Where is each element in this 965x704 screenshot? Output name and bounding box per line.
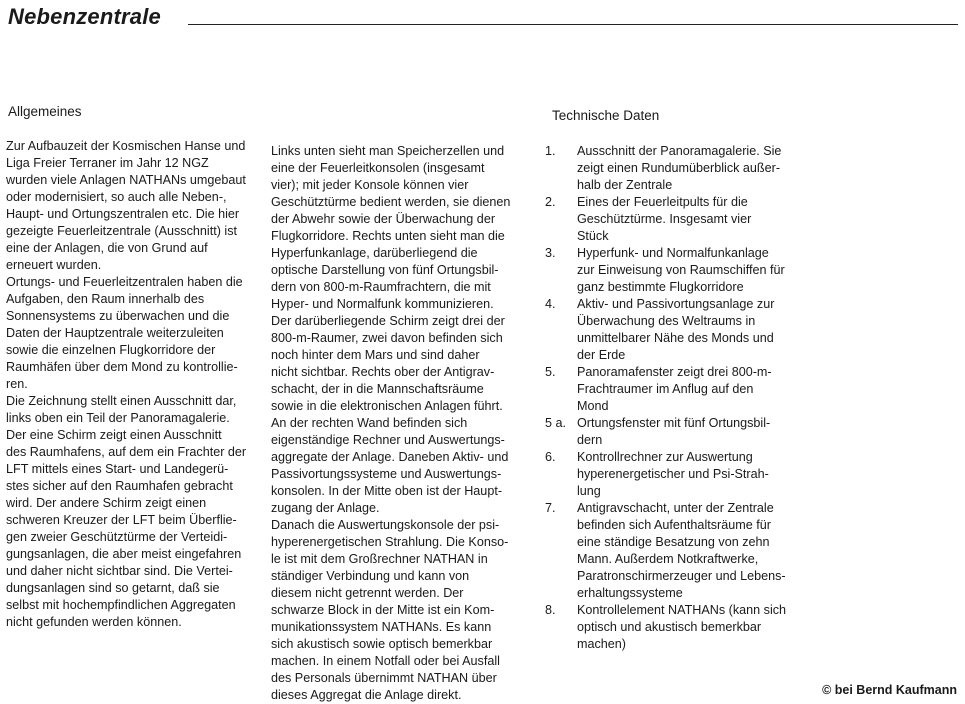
item-text-line: halb der Zentrale — [577, 178, 673, 192]
item-text-line: Paratronschirmerzeuger und Lebens- — [577, 569, 786, 583]
text-line: des Personals übernimmt NATHAN über — [271, 671, 497, 685]
text-line: erneuert wurden. — [6, 258, 102, 272]
item-text-line: befinden sich Aufenthaltsräume für — [577, 518, 771, 532]
text-line: Raumhäfen über dem Mond zu kontrollie- — [6, 360, 238, 374]
text-line: eigenständige Rechner und Auswertungs- — [271, 433, 505, 447]
text-line: dungsanlagen sind so getarnt, daß sie — [6, 581, 220, 595]
item-number: 6. — [545, 450, 556, 464]
item-text-line: Ausschnitt der Panoramagalerie. Sie — [577, 144, 782, 158]
text-column-2 — [271, 143, 533, 704]
technical-data-item — [545, 449, 805, 500]
text-line: Zur Aufbauzeit der Kosmischen Hanse und — [6, 139, 246, 153]
text-line: Haupt- und Ortungszentralen etc. Die hier — [6, 207, 240, 221]
text-line: hyperenergetischen Strahlung. Die Konso- — [271, 535, 509, 549]
text-line: links oben ein Teil der Panoramagalerie. — [6, 411, 230, 425]
text-line: vier); mit jeder Konsole können vier — [271, 178, 469, 192]
text-line: Sonnensystems zu überwachen und die — [6, 309, 230, 323]
text-line: optische Darstellung von fünf Ortungsbil- — [271, 263, 499, 277]
item-number: 5 a. — [545, 416, 567, 430]
text-line: noch hinter dem Mars und sind daher — [271, 348, 480, 362]
item-text-line: Ortungsfenster mit fünf Ortungsbil- — [577, 416, 771, 430]
item-text-line: Kontrollelement NATHANs (kann sich — [577, 603, 787, 617]
text-line: Liga Freier Terraner im Jahr 12 NGZ — [6, 156, 209, 170]
item-text-line: der Erde — [577, 348, 626, 362]
item-text-line: ganz bestimmte Flugkorridore — [577, 280, 744, 294]
text-line: sich akustisch sowie optisch bemerkbar — [271, 637, 493, 651]
text-line: gen zweier Geschütztürme der Verteidi- — [6, 530, 228, 544]
item-text-line: lung — [577, 484, 601, 498]
text-line: und daher nicht sichtbar sind. Die Vertei- — [6, 564, 233, 578]
item-text-line: hyperenergetischer und Psi-Strah- — [577, 467, 769, 481]
item-number: 8. — [545, 603, 556, 617]
text-line: wurden viele Anlagen NATHANs umgebaut — [6, 173, 246, 187]
text-line: der Abwehr sowie der Überwachung der — [271, 212, 496, 226]
text-line: schacht, der in die Mannschaftsräume — [271, 382, 484, 396]
text-line: konsolen. In der Mitte oben ist der Haupt- — [271, 484, 503, 498]
text-line: schwarze Block in der Mitte ist ein Kom- — [271, 603, 495, 617]
item-text-line: Mann. Außerdem Notkraftwerke, — [577, 552, 759, 566]
item-text-line: zur Einweisung von Raumschiffen für — [577, 263, 785, 277]
item-text-line: Geschütztürme. Insgesamt vier — [577, 212, 752, 226]
item-text-line: Stück — [577, 229, 609, 243]
text-line: Der darüberliegende Schirm zeigt drei der — [271, 314, 505, 328]
item-text-line: Überwachung des Weltraums in — [577, 314, 756, 328]
technical-data-item — [545, 245, 805, 296]
item-text-line: Kontrollrechner zur Auswertung — [577, 450, 753, 464]
item-text-line: Hyperfunk- und Normalfunkanlage — [577, 246, 769, 260]
text-line: oder modernisiert, so auch alle Neben-, — [6, 190, 227, 204]
text-line: 800-m-Raumer, zwei davon befinden sich — [271, 331, 503, 345]
text-line: An der rechten Wand befinden sich — [271, 416, 468, 430]
text-line: gezeigte Feuerleitzentrale (Ausschnitt) ist — [6, 224, 237, 238]
text-line: Passivortungssysteme und Auswertungs- — [271, 467, 502, 481]
text-line: dern von 800-m-Raumfrachtern, die mit — [271, 280, 491, 294]
text-line: Links unten sieht man Speicherzellen und — [271, 144, 505, 158]
item-text-line: Mond — [577, 399, 609, 413]
item-text-line: erhaltungssysteme — [577, 586, 683, 600]
text-line: nicht sichtbar. Rechts ober der Antigrav- — [271, 365, 495, 379]
text-line: des Raumhafens, auf dem ein Frachter der — [6, 445, 247, 459]
text-line: munikationssystem NATHANs. Es kann — [271, 620, 492, 634]
title-rule — [188, 24, 958, 25]
item-text-line: optisch und akustisch bemerkbar — [577, 620, 762, 634]
technical-data-item — [545, 602, 805, 653]
text-line: machen. In einem Notfall oder bei Ausfall — [271, 654, 500, 668]
section-heading-technical: Technische Daten — [552, 108, 660, 123]
text-line: ständiger Verbindung und kann von — [271, 569, 470, 583]
text-line: Flugkorridore. Rechts unten sieht man die — [271, 229, 505, 243]
item-text-line: unmittelbarer Nähe des Monds und — [577, 331, 774, 345]
text-line: stes sicher auf den Raumhafen gebracht — [6, 479, 233, 493]
item-number: 2. — [545, 195, 556, 209]
text-line: Geschütztürme bedient werden, sie dienen — [271, 195, 511, 209]
technical-data-item — [545, 500, 805, 602]
page-title: Nebenzentrale — [8, 4, 161, 29]
technical-data-item — [545, 364, 805, 415]
technical-data-list — [545, 143, 805, 653]
item-text-line: machen) — [577, 637, 626, 651]
item-number: 5. — [545, 365, 556, 379]
text-line: nicht gefunden werden können. — [6, 615, 182, 629]
item-text-line: Aktiv- und Passivortungsanlage zur — [577, 297, 775, 311]
text-line: Hyperfunkanlage, darüberliegend die — [271, 246, 478, 260]
text-line: wird. Der andere Schirm zeigt einen — [6, 496, 207, 510]
text-line: Daten der Hauptzentrale weiterzuleiten — [6, 326, 224, 340]
text-line: schweren Kreuzer der LFT beim Überflie- — [6, 513, 237, 527]
technical-data-item — [545, 296, 805, 364]
text-line: sowie die einzelnen Flugkorridore der — [6, 343, 216, 357]
text-line: Ortungs- und Feuerleitzentralen haben die — [6, 275, 243, 289]
technical-data-item — [545, 143, 805, 194]
text-line: eine der Feuerleitkonsolen (insgesamt — [271, 161, 485, 175]
text-line: eine der Anlagen, die von Grund auf — [6, 241, 208, 255]
item-text-line: Antigravschacht, unter der Zentrale — [577, 501, 774, 515]
text-line: selbst mit hochempfindlichen Aggregaten — [6, 598, 236, 612]
section-heading-general: Allgemeines — [8, 104, 82, 119]
item-text-line: zeigt einen Rundumüberblick außer- — [577, 161, 781, 175]
text-line: LFT mittels eines Start- und Landegerü- — [6, 462, 229, 476]
text-line: Die Zeichnung stellt einen Ausschnitt dar, — [6, 394, 237, 408]
item-text-line: dern — [577, 433, 603, 447]
text-line: Danach die Auswertungskonsole der psi- — [271, 518, 500, 532]
item-text-line: Frachtraumer im Anflug auf den — [577, 382, 754, 396]
text-line: sowie in die elektronischen Anlagen führt. — [271, 399, 503, 413]
item-number: 4. — [545, 297, 556, 311]
text-line: gungsanlagen, die aber meist eingefahren — [6, 547, 242, 561]
copyright-credit: © bei Bernd Kaufmann — [822, 683, 957, 697]
text-line: dieses Aggregat die Anlage direkt. — [271, 688, 462, 702]
item-text-line: Eines der Feuerleitpults für die — [577, 195, 748, 209]
item-number: 7. — [545, 501, 556, 515]
text-line: Hyper- und Normalfunk kommunizieren. — [271, 297, 494, 311]
technical-data-item — [545, 194, 805, 245]
item-text-line: Panoramafenster zeigt drei 800-m- — [577, 365, 772, 379]
text-line: zugang der Anlage. — [271, 501, 380, 515]
text-line: Der eine Schirm zeigt einen Ausschnitt — [6, 428, 222, 442]
item-number: 3. — [545, 246, 556, 260]
item-text-line: eine ständige Besatzung von zehn — [577, 535, 770, 549]
technical-data-item — [545, 415, 805, 449]
item-number: 1. — [545, 144, 556, 158]
text-line: le ist mit dem Großrechner NATHAN in — [271, 552, 488, 566]
text-line: ren. — [6, 377, 28, 391]
text-line: aggregate der Anlage. Daneben Aktiv- und — [271, 450, 509, 464]
text-column-1 — [6, 138, 268, 631]
text-line: Aufgaben, den Raum innerhalb des — [6, 292, 205, 306]
text-line: diesem nicht getrennt werden. Der — [271, 586, 464, 600]
